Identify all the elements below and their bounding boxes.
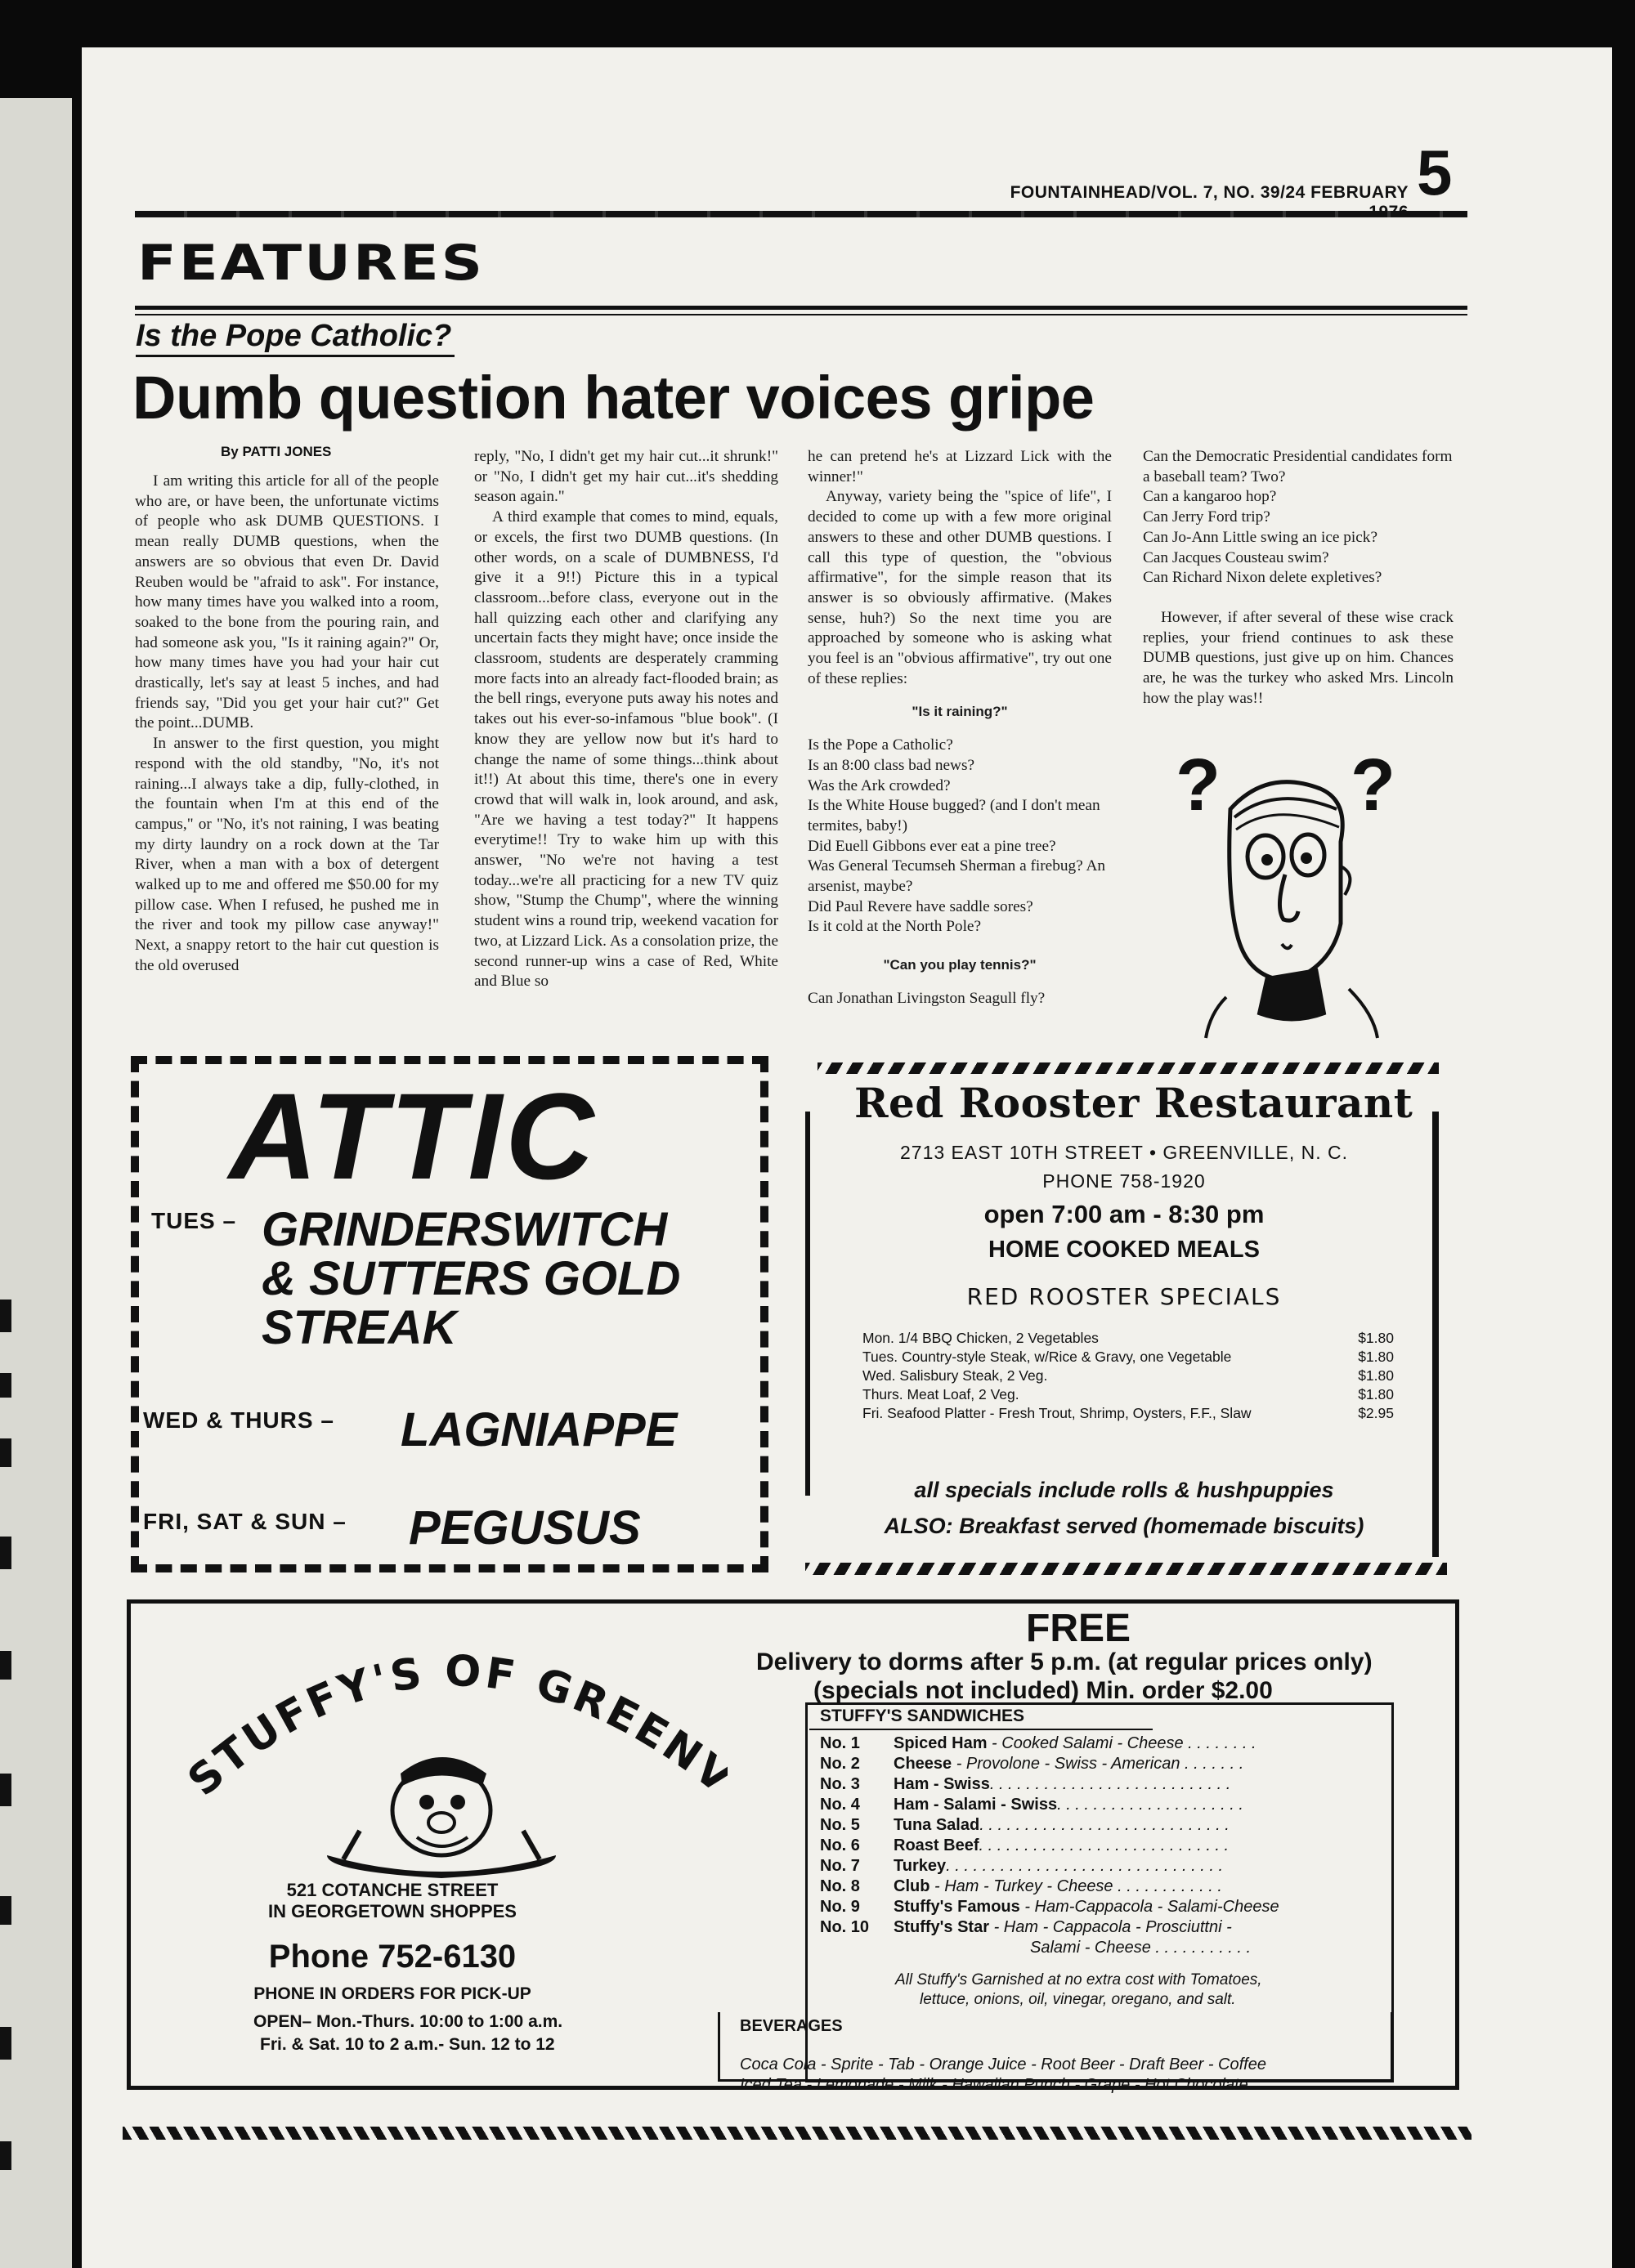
edge-mark — [0, 2141, 11, 2170]
sandwich-row — [820, 1857, 1223, 1876]
stuffys-address-line-1: 521 COTANCHE STREET — [286, 1880, 499, 1900]
special-price: $1.80 — [1358, 1386, 1394, 1402]
edge-mark — [0, 1438, 11, 1467]
answer-line: Is the Pope a Catholic? — [808, 736, 953, 754]
question-mark-right: ? — [1351, 745, 1395, 826]
sandwich-detail: - Ham - Cappacola - Prosciuttni - — [989, 1918, 1232, 1936]
sandwich-number: No. 5 — [820, 1816, 860, 1834]
special-item: Thurs. Meat Loaf, 2 Veg. — [862, 1386, 1019, 1402]
paragraph: I am writing this article for all of the people who are, or have been, the unfortunate victims of people who ask DUMB QUESTIONS. I mean really DUMB questions, when the answers are so obvious that even Dr. David Reuben would be "afraid to ask". For instance, how many times have you walked into a room, soaked to the bone from the pouring rain, and had someone ask you, "Is it raining again?" Or, how many times have you had your hair cut drastically, let's say at least 5 inches, and had friends say, "Did you get your hair cut?" Get the point...DUMB. — [135, 472, 439, 732]
attic-band-tues-2: & SUTTERS GOLD — [262, 1252, 681, 1305]
garnish-note-1: All Stuffy's Garnished at no extra cost with Tomatoes, — [895, 1971, 1262, 1988]
question-mark-left: ? — [1176, 745, 1221, 826]
edge-mark — [0, 1537, 11, 1569]
beverages-line-1: Coca Cola - Sprite - Tab - Orange Juice - Root Beer - Draft Beer - Coffee — [740, 2056, 1266, 2073]
sandwich-number: No. 10 — [820, 1918, 870, 1936]
sandwich-row — [820, 1775, 1230, 1794]
attic-day-fri-sun: FRI, SAT & SUN – — [143, 1509, 347, 1534]
sandwich-name: Ham - Salami - Swiss — [894, 1796, 1058, 1814]
stuffys-phone-note: PHONE IN ORDERS FOR PICK-UP — [253, 1984, 531, 2003]
answer-line: Is an 8:00 class bad news? — [808, 756, 975, 774]
bottom-zigzag-border — [123, 2127, 1472, 2140]
answer-line: Can the Democratic Presidential candidates form a baseball team? Two? — [1143, 448, 1453, 485]
sandwich-detail: . . . . . . . . . . . . . . . . . . . . . — [1057, 1796, 1243, 1814]
sandwich-detail: - Ham-Cappacola - Salami-Cheese — [1019, 1898, 1279, 1916]
article-headline: Dumb question hater voices gripe — [132, 364, 1095, 432]
special-row — [862, 1330, 1394, 1347]
sandwich-number: No. 7 — [820, 1857, 860, 1875]
edge-mark — [0, 1651, 11, 1680]
subhead-tennis: "Can you play tennis?" — [883, 957, 1037, 973]
rooster-bottom-border — [805, 1563, 1447, 1575]
attic-day-wed-thurs: WED & THURS – — [143, 1407, 334, 1433]
special-item: Tues. Country-style Steak, w/Rice & Gravy, one Vegetable — [862, 1349, 1232, 1365]
answer-line: Can Jacques Cousteau swim? — [1143, 548, 1329, 566]
sandwich-row — [820, 1755, 1243, 1774]
sandwich-name: Turkey — [894, 1857, 947, 1875]
attic-band-fri: PEGUSUS — [409, 1501, 641, 1554]
edge-mark — [0, 1896, 11, 1925]
rooster-specials-heading: RED ROOSTER SPECIALS — [966, 1283, 1282, 1310]
sandwich-name: Stuffy's Famous — [894, 1898, 1020, 1916]
running-head: FOUNTAINHEAD/VOL. 7, NO. 39/24 FEBRUARY — [1010, 183, 1409, 202]
delivery-line-2: (specials not included) Min. order $2.00 — [813, 1677, 1273, 1704]
answer-line: Was the Ark crowded? — [808, 776, 951, 794]
special-price: $2.95 — [1358, 1405, 1394, 1421]
sandwich-row — [820, 1877, 1222, 1896]
paragraph: In answer to the first question, you might respond with the old standby, "No, it's not raining...I always take a dip, fully-clothed, in the fountain when I'm at this end of the campus," or "No, it's not raining, I was beating my dirty laundry on a rock down at the Tar River, when a man with a box of detergent walked up to me and offered me $50.00 for my pillow case. When I refused, he pushed me in the river and took my pillow case anyway!" Next, a snappy retort to the hair cut question is the old overused — [135, 735, 439, 974]
garnish-note-2: lettuce, onions, oil, vinegar, oregano, and salt. — [920, 1991, 1236, 2008]
paragraph: However, if after several of these wise crack replies, your friend continues to ask these DUMB questions, just give up on him. Chances are, he was the turkey who asked Mrs. Lincoln how the play was!! — [1143, 608, 1454, 707]
stuffys-logo — [172, 1626, 728, 1900]
paragraph: A third example that comes to mind, equals, or excels, the first two DUMB questions. (In other words, on a scale of DUMBNESS, I'd give it a 9!!) Picture this in a typical classroom...before class, everyone out in the hall quizzing each other and clarifying any uncertain facts they might have; once inside the classroom, students are desperately cramming more facts into an already fact-flooded brain; as the bell rings, everyone puts away his notes and takes out his ever-so-infamous "blue book". (I know they are yellow now but it's hard to change the name of some things...think about it!!) At about this time, there's one in every crowd that will walk in, look around, and ask, "Are we having a test today?" It happens everytime!! Try to wake him up with this answer, "No we're not having a test today...we're all practicing for a new TV quiz show, "Stump the Chump", where the winning student wins a round trip, weekend vacation for two, at Lizzard Lick. As a consolation prize, the second runner-up wins a case of Red, White and Blue so — [474, 508, 778, 991]
special-price: $1.80 — [1358, 1349, 1394, 1365]
section-rule-thin — [135, 314, 1467, 315]
beverages-line-2: Iced Tea - Lemonade - Milk - Hawaiian Punch - Grape - Hot Chocolate — [740, 2076, 1248, 2094]
sandwich-detail: - Provolone - Swiss - American . . . . . . . — [952, 1755, 1244, 1773]
special-price: $1.80 — [1358, 1367, 1394, 1384]
sandwich-number: No. 2 — [820, 1755, 860, 1773]
rooster-address: 2713 EAST 10TH STREET • GREENVILLE, N. C. — [900, 1142, 1348, 1163]
answer-line: Is the White House bugged? (and I don't mean termites, baby!) — [808, 797, 1100, 834]
free-delivery-heading: FREE — [1026, 1607, 1131, 1650]
answer-line: Can Richard Nixon delete expletives? — [1143, 569, 1382, 587]
page-number: 5 — [1417, 136, 1453, 208]
answer-line: Was General Tecumseh Sherman a firebug? An arsenist, maybe? — [808, 857, 1106, 896]
sandwich-heading-rule — [809, 1729, 1153, 1730]
answer-line: Did Paul Revere have saddle sores? — [808, 897, 1033, 915]
stuffys-arc-logo — [172, 1626, 728, 1896]
edge-mark — [0, 1300, 11, 1332]
special-row — [862, 1405, 1394, 1422]
top-rule — [135, 211, 1467, 217]
kicker-underline — [136, 355, 455, 357]
paragraph: Anyway, variety being the "spice of life", I decided to come up with a few more original answers to these and other DUMB questions. I call this type of question, the "obvious affirmative", for the simple reason that its answer is so obviously affirmative. (Makes sense, huh?) So the next time you are approached by someone who is asking what you feel is an "obvious affirmative", try out one of these replies: — [808, 488, 1112, 687]
stuffys-address-line-2: IN GEORGETOWN SHOPPES — [268, 1901, 517, 1921]
sandwich-detail: . . . . . . . . . . . . . . . . . . . . . . . . . . . — [989, 1775, 1231, 1793]
beverages-heading: BEVERAGES — [740, 2017, 843, 2035]
sandwich-detail: . . . . . . . . . . . . . . . . . . . . . . . . . . . . — [979, 1836, 1230, 1854]
special-price: $1.80 — [1358, 1330, 1394, 1346]
rooster-note-breakfast: ALSO: Breakfast served (homemade biscuits) — [884, 1514, 1364, 1538]
article-column-3 — [808, 447, 1112, 1009]
sandwich-row-continued — [1030, 1939, 1251, 1957]
sandwich-row — [820, 1734, 1256, 1753]
stuffys-address — [245, 1880, 540, 1922]
sandwich-row — [820, 1796, 1243, 1814]
attic-band-wed: LAGNIAPPE — [401, 1403, 678, 1456]
rooster-note-specials: all specials include rolls & hushpuppies — [914, 1478, 1334, 1502]
attic-band-tues-3: STREAK — [262, 1301, 457, 1354]
sandwich-row — [820, 1816, 1230, 1835]
rooster-top-border — [818, 1062, 1439, 1074]
sandwich-row — [820, 1918, 1232, 1937]
sandwich-detail: Salami - Cheese . . . . . . . . . . . — [1030, 1939, 1252, 1957]
sandwich-number: No. 3 — [820, 1775, 860, 1793]
sandwich-number: No. 9 — [820, 1898, 860, 1916]
paragraph: reply, "No, I didn't get my hair cut...it shrunk!" or "No, I didn't get my hair cut...it's shedding season again." — [474, 448, 778, 506]
sandwich-name: Cheese — [894, 1755, 952, 1773]
sandwich-detail: . . . . . . . . . . . . . . . . . . . . . . . . . . . . — [979, 1816, 1230, 1834]
answer-line: Can Jonathan Livingston Seagull fly? — [808, 989, 1046, 1007]
answer-line: Can Jerry Ford trip? — [1143, 508, 1270, 526]
confused-face-illustration — [1161, 745, 1455, 1046]
article-column-1 — [135, 472, 439, 977]
paragraph: he can pretend he's at Lizzard Lick with the winner!" — [808, 448, 1112, 485]
special-row — [862, 1386, 1394, 1403]
special-item: Wed. Salisbury Steak, 2 Veg. — [862, 1367, 1048, 1384]
sandwich-name: Tuna Salad — [894, 1816, 980, 1834]
attic-day-tues: TUES – — [151, 1208, 237, 1233]
sandwich-row — [820, 1836, 1229, 1855]
adjacent-page-strip — [0, 98, 72, 2268]
special-item: Mon. 1/4 BBQ Chicken, 2 Vegetables — [862, 1330, 1099, 1346]
sandwich-name: Ham - Swiss — [894, 1775, 990, 1793]
sandwich-detail: - Cooked Salami - Cheese . . . . . . . . — [987, 1734, 1256, 1752]
edge-mark — [0, 2027, 11, 2060]
answer-line: Can Jo-Ann Little swing an ice pick? — [1143, 528, 1378, 546]
sandwich-row — [820, 1898, 1279, 1917]
sandwich-number: No. 8 — [820, 1877, 860, 1895]
sandwich-number: No. 1 — [820, 1734, 860, 1752]
stuffys-phone: Phone 752-6130 — [268, 1939, 517, 1975]
article-column-2 — [474, 447, 778, 992]
byline: By PATTI JONES — [221, 444, 332, 459]
answer-line: Can a kangaroo hop? — [1143, 488, 1277, 506]
delivery-line-1: Delivery to dorms after 5 p.m. (at regular prices only) — [756, 1648, 1373, 1675]
attic-band-tues: GRINDERSWITCH — [262, 1203, 668, 1256]
sandwich-detail: . . . . . . . . . . . . . . . . . . . . . . . . . . . . . . . — [946, 1857, 1224, 1875]
answer-line: Did Euell Gibbons ever eat a pine tree? — [808, 837, 1056, 855]
sandwich-name: Club — [894, 1877, 930, 1895]
rooster-title: Red Rooster Restaurant — [854, 1079, 1413, 1127]
sandwich-name: Spiced Ham — [894, 1734, 988, 1752]
stuffys-hours-2: Fri. & Sat. 10 to 2 a.m.- Sun. 12 to 12 — [260, 2035, 555, 2054]
rooster-tagline: HOME COOKED MEALS — [988, 1237, 1260, 1263]
stuffys-arc-text: STUFFY'S OF GREEN — [178, 1646, 714, 1806]
edge-mark — [0, 1373, 11, 1398]
stuffys-hours-1: OPEN– Mon.-Thurs. 10:00 to 1:00 a.m. — [253, 2012, 563, 2031]
sandwich-number: No. 4 — [820, 1796, 860, 1814]
article-column-4 — [1143, 447, 1454, 709]
subhead-raining: "Is it raining?" — [912, 704, 1008, 720]
section-rule — [135, 306, 1467, 310]
special-row — [862, 1367, 1394, 1385]
rooster-left-border — [805, 1112, 810, 1496]
sandwich-menu-heading: STUFFY'S SANDWICHES — [820, 1707, 1025, 1725]
sandwich-name: Roast Beef — [894, 1836, 979, 1854]
rooster-hours: open 7:00 am - 8:30 pm — [983, 1200, 1265, 1228]
answer-line: Is it cold at the North Pole? — [808, 918, 982, 936]
sandwich-number: No. 6 — [820, 1836, 860, 1854]
special-item: Fri. Seafood Platter - Fresh Trout, Shrimp, Oysters, F.F., Slaw — [862, 1405, 1252, 1421]
article-kicker: Is the Pope Catholic? — [136, 319, 452, 353]
special-row — [862, 1349, 1394, 1366]
rooster-phone: PHONE 758-1920 — [1042, 1170, 1206, 1192]
sandwich-detail: - Ham - Turkey - Cheese . . . . . . . . . . . . — [929, 1877, 1222, 1895]
edge-mark — [0, 1774, 11, 1806]
attic-ad-title: ATTIC — [229, 1067, 598, 1205]
section-title: FEATURES — [137, 234, 486, 292]
sandwich-name: Stuffy's Star — [894, 1918, 990, 1936]
